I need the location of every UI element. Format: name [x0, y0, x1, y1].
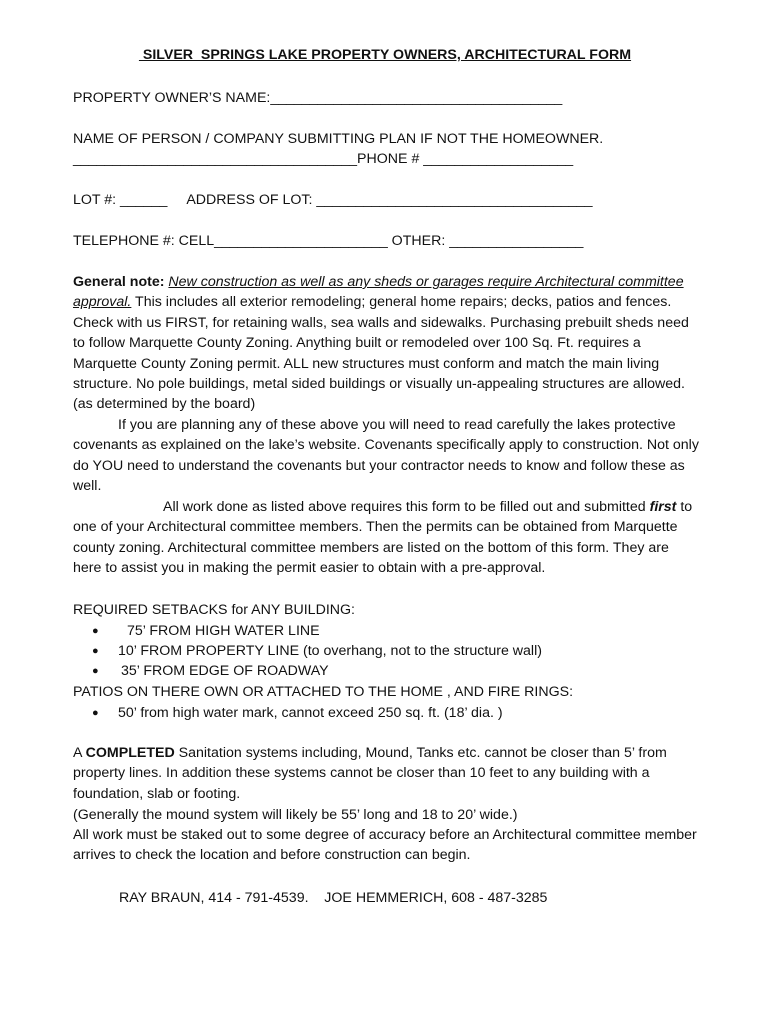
setbacks-heading: REQUIRED SETBACKS for ANY BUILDING: — [73, 602, 355, 618]
owner-name-field: PROPERTY OWNER’S NAME:_____________________________________ — [73, 90, 563, 106]
bullet-icon: ● — [92, 625, 99, 637]
general-note-paragraph — [73, 272, 701, 415]
work-paragraph — [73, 497, 701, 579]
submitter-phone-field: ____________________________________PHONE # ___________________ — [73, 151, 574, 167]
submitter-field: NAME OF PERSON / COMPANY SUBMITTING PLAN IF NOT THE HOMEOWNER. — [73, 131, 604, 147]
committee-contacts: RAY BRAUN, 414 - 791-4539. JOE HEMMERICH, 608 - 487-3285 — [119, 890, 548, 906]
staking-note: All work must be staked out to some degree of accuracy before an Architectural committee member arrives to check the location and before construction can begin. — [73, 827, 697, 864]
form-title: SILVER SPRINGS LAKE PROPERTY OWNERS, ARCHITECTURAL FORM — [138, 47, 632, 63]
patios-heading: PATIOS ON THERE OWN OR ATTACHED TO THE HOME , AND FIRE RINGS: — [73, 684, 574, 700]
sanitation-text: Sanitation systems including, Mound, Tanks etc. cannot be closer than 5’ from property lines. In addition these systems cannot be closer than 10 feet to any building with a foundation, slab or footing. — [73, 745, 667, 802]
setback-item: 35’ FROM EDGE OF ROADWAY — [121, 663, 329, 679]
work-paragraph-lead: All work done as listed above requires this form to be filled out and submitted — [163, 499, 646, 515]
bullet-icon: ● — [92, 665, 99, 677]
telephone-field: TELEPHONE #: CELL______________________ OTHER: _________________ — [73, 233, 584, 249]
mound-note: (Generally the mound system will likely be 55’ long and 18 to 20’ wide.) — [73, 807, 518, 823]
general-note-underlined: New construction as well as any sheds or garages require Architectural committee approval. — [73, 274, 684, 311]
sanitation-paragraph — [73, 743, 701, 804]
bullet-icon: ● — [92, 707, 99, 719]
covenants-paragraph: If you are planning any of these above you will need to read carefully the lakes protective covenants as explained on the lake’s website. Covenants specifically apply to construction. Not only do YOU need to understand the covenants but your contractor needs to know and follow these as well. — [73, 417, 699, 495]
work-paragraph-rest: to one of your Architectural committee members. Then the permits can be obtained from Marquette county zoning. Architectural committee members are listed on the bottom of this form. They are here to assist you in making the permit easier to obtain with a pre-approval. — [73, 499, 693, 577]
sanitation-lead: A — [73, 745, 86, 761]
sanitation-completed: COMPLETED — [85, 745, 175, 761]
work-paragraph-first: first — [649, 499, 677, 515]
general-note-label: General note: — [73, 274, 165, 290]
setback-item: 10’ FROM PROPERTY LINE (to overhang, not to the structure wall) — [118, 643, 542, 659]
patio-item: 50’ from high water mark, cannot exceed 250 sq. ft. (18’ dia. ) — [118, 705, 503, 721]
bullet-icon: ● — [92, 645, 99, 657]
lot-address-field: LOT #: ______ ADDRESS OF LOT: ___________________________________ — [73, 192, 593, 208]
general-note-text: This includes all exterior remodeling; general home repairs; decks, patios and fences. Check with us FIRST, for retaining walls, sea walls and sidewalks. Purchasing prebuilt sheds need to follow Marquette County Zoning. Anything built or remodeled over 100 Sq. Ft. requires a Marquette County Zoning permit. ALL new structures must conform and match the main living structure. No pole buildings, metal sided buildings or visually un-appealing structures are allowed. (as determined by the board) — [73, 294, 689, 413]
setback-item: 75’ FROM HIGH WATER LINE — [127, 623, 320, 639]
